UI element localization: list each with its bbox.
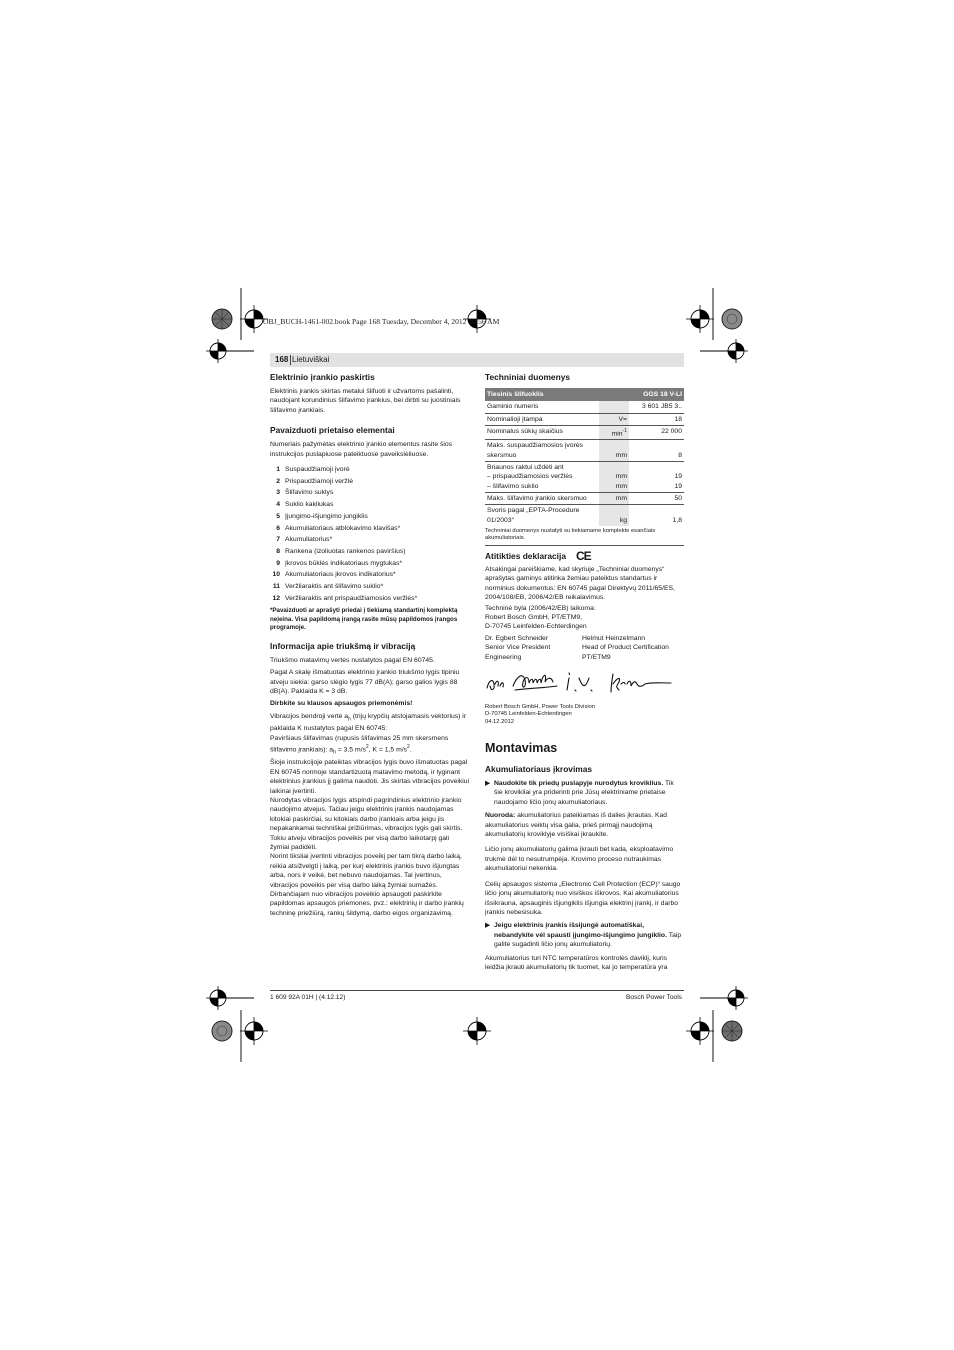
table-row: Briaunos raktui uždėti ant – prispaudžiamosios veržlės – šlifavimo suklio mm mm 19 19 [485, 462, 684, 493]
table-note: Techniniai duomenys nustatyti su tiekiamame komplekte esančiais akumuliatoriais. [485, 528, 684, 546]
footer-rule [270, 990, 684, 991]
section-title-assembly: Montavimas [485, 741, 558, 756]
page-number: 168 [275, 355, 289, 364]
components-intro: Numeriais pažymėtas elektrinio įrankio elementus rasite šios instrukcijos puslapiuose pateiktuose paveikslėliuose. [270, 441, 453, 458]
technical-data-table [485, 388, 684, 526]
list-item: 1 Suspaudžiamoji įvorė [276, 466, 350, 474]
purpose-text: Elektrinis įrankis skirtas metalui šlifuoti ir užvartoms pašalinti, naudojant korundinius šlifavimo įrankius, bei dirbti su juostiniais šlifavimo įrankiais. [270, 388, 461, 414]
instruction-bullet-auto-off: ▶ Jeigu elektrinis įrankis išsijungė automatiškai, nebandykite vėl spausti įjungimo-išjungimo jungiklio. Taip galite sugadinti ličio jonų akumuliatorių. [485, 922, 682, 949]
left-column [270, 372, 470, 921]
list-item: 11 Veržliaraktis ant šlifavimo suklio* [272, 583, 384, 591]
list-item: 3 Šlifavimo suklys [276, 489, 334, 497]
table-row: Maks. šlifavimo įrankio skersmuo mm 50 [485, 492, 684, 504]
ecp-text: Celių apsaugos sistema „Electronic Cell Protection (ECP)“ saugo ličio jonų akumuliatorių nuo visiškos iškrovos. Kai akumuliatorius išsikrauna, apsauginis išjungiklis išjungia elektrinį įrankį, ir darbo įrankis nebesisuka. [485, 880, 681, 916]
section-title-declaration: Atitikties deklaracija CE [485, 549, 591, 564]
list-item: 5 Įjungimo-išjungimo jungiklis [276, 512, 368, 520]
vibration-p2: Paviršiaus šlifavimas (rupusis šlifavimas 25 mm skersmens šlifavimo įrankiais): $a_h = 3,5$ $m/s^2$, K = 1,5 $m/s^2$. [270, 734, 449, 756]
instruction-bullet-chargers: ▶ Naudokite tik priedų puslapyje nurodytus kroviklius. Tik šie krovikliai yra priderinti prie Jūsų elektriniame prietaise naudojamo ličio jonų akumuliatoriaus. [485, 780, 674, 806]
ntc-text: Akumuliatorius turi NTC temperatūros kontrolės daviklį, kuris leidžia įkrauti akumuliatorių tik tuomet, kai jo temperatūra yra [485, 954, 668, 971]
table-row: Nominalus sūkių skaičius $\min^{-1}$ 22 000 [485, 425, 684, 440]
section-title-components: Pavaizduoti prietaiso elementai [270, 425, 395, 436]
signatory-names: Dr. Egbert Schneider Senior Vice President Engineering Helmut Heinzelmann Head of Product Certification PT/ETM9 [485, 634, 669, 662]
page-header-band [270, 353, 684, 367]
table-row: Gaminio numeris 3 601 JB5 3.. [485, 401, 684, 413]
list-item: 10 Akumuliatoriaus įkrovos indikatorius* [272, 571, 396, 579]
accessories-footnote: *Pavaizduoti ar aprašyti priedai į tiekiamą standartinį komplektą neįeina. Visa papildomą įrangą rasite mūsų papildomos įrangos programoje. [270, 607, 458, 632]
footer-brand: Bosch Power Tools [626, 994, 682, 1001]
ce-mark-icon: CE [576, 549, 591, 564]
table-row: Maks. suspaudžiamosios įvorės skersmuo mm 8 [485, 440, 684, 462]
hearing-protection-warning: Dirbkite su klausos apsaugos priemonėmis! [270, 700, 413, 708]
density-disc-top-left [212, 309, 232, 329]
list-item: 6 Akumuliatoriaus atblokavimo klavišas* [276, 524, 401, 532]
section-title-noise: Informacija apie triukšmą ir vibraciją [270, 640, 416, 651]
vibration-p3: Šioje instrukcijoje pateiktas vibracijos lygis buvo išmatuotas pagal EN 60745 normoje standartizuotą matavimo metodą, ir lyginant elektrinius įrankius jį galima naudoti. Jis skirtas vibracijos poveikiui laikinai įvertinti. [270, 759, 470, 795]
list-item: 7 Akumuliatorius* [276, 536, 333, 544]
section-title-technical-data: Techniniai duomenys [485, 372, 571, 382]
table-row: Nominalioji įtampa V= 18 [485, 413, 684, 425]
list-item: 2 Prispaudžiamoji veržlė [276, 477, 353, 485]
header-separator [290, 355, 291, 365]
li-ion-text: Ličio jonų akumuliatorių galima įkrauti bet kada, eksploatavimo trukmė dėl to nesutrumpėja. Krovimo proceso nutraukimas akumuliatoriui nekenkia. [485, 846, 674, 873]
table-row: Svoris pagal „EPTA-Procedure 01/2003“ kg 1,8 [485, 505, 684, 526]
vibration-p4: Nurodytas vibracijos lygis atspindi pagrindinius elektrinio įrankio naudojimo atvejus. Tačiau jeigu elektrinis įrankis naudojamas kitokiai paskirčiai, su kitokiais darbo įrankiais arba jeigu jis nepakankamai techniškai prižiūrimas, vibracijos lygis gali skirtis. Tokiu atveju vibracijos poveikis per visą darbo laikotarpį gali žymiai padidėti. [270, 796, 463, 851]
vibration-p5: Norint tiksliai įvertinti vibracijos poveikį per tam tikrą darbo laiką, reikia atsižvelgti į laiką, per kurį elektrinis įrankis buvo išjungtas arba, nors ir veikė, bet nebuvo naudojamas. Tai įvertinus, vibracijos poveikis per visą darbo laiką žymiai sumažės. Dirbančiajam nuo vibracijos poveikio apsaugoti paskirkite papildomas apsaugos priemones, pvz.: elektrinių ir darbo įrankių techninę priežiūrą, rankų šildymą, darbo eigos organizavimą. [270, 853, 464, 917]
components-list [270, 464, 470, 604]
noise-p1: Triukšmo matavimų vertės nustatytos pagal EN 60745. [270, 656, 435, 664]
section-title-battery-charging: Akumuliatoriaus įkrovimas [485, 764, 593, 775]
technical-file-company: Robert Bosch GmbH, PT/ETM9, [485, 614, 583, 622]
technical-file-text: Techninė byla (2006/42/EB) laikoma: [485, 604, 596, 612]
charging-note: Nuoroda: akumuliatorius pateikiamas iš dalies įkrautas. Kad akumuliatorius veiktų visa galia, prieš pirmąjį naudojimą akumuliatorių kroviklyje visiškai įkraukite. [485, 812, 668, 839]
footer-document-number: 1 609 92A 01H | (4.12.12) [270, 994, 346, 1001]
table-header-row: Tiesinis šlifuoklis GGS 18 V-LI [485, 388, 684, 401]
vibration-p1: Vibracijos bendroji vertė $a_h$ (trijų krypčių atstojamasis vektorius) ir paklaida K nustatytos pagal EN 60745: [270, 712, 467, 733]
arrow-bullet-icon: ▶ [485, 922, 491, 930]
list-item: 12 Veržliaraktis ant prispaudžiamosios veržlės* [272, 594, 418, 602]
company-address: Robert Bosch GmbH, Power Tools Division D-70745 Leinfelden-Echterdingen 04.12.2012 [485, 703, 596, 726]
right-column [485, 372, 684, 975]
page-language: Lietuviškai [292, 355, 330, 364]
list-item: 4 Suklio kakliukas [276, 501, 334, 509]
list-item: 9 Įkrovos būklės indikatoriaus mygtukas* [276, 559, 403, 567]
signatures-image [485, 666, 684, 700]
section-title-purpose: Elektrinio įrankio paskirtis [270, 372, 375, 382]
technical-file-address: D-70745 Leinfelden-Echterdingen [485, 623, 587, 631]
print-file-header: OBJ_BUCH-1461-002.book Page 168 Tuesday, December 4, 2012 10:56 AM [263, 317, 500, 326]
noise-p2: Pagal A skalę išmatuotas elektrinio įrankio triukšmo lygis tipiniu atveju siekia: garso slėgio lygis 77 dB(A); garso galios lygis 88 dB(A). Paklaida K = 3 dB. [270, 669, 460, 695]
declaration-text: Atsakingai pareiškiame, kad skyriuje „Techniniai duomenys“ aprašytas gaminys atitinka žemiau pateiktus standartus ir norminius dokumentus: EN 60745 pagal Direktyvų 2011/65/ES, 2004/108/EB, 2006/42/EB reikalavimus. [485, 566, 675, 602]
list-item: 8 Rankena (izoliuotas rankenos paviršius) [276, 547, 406, 555]
arrow-bullet-icon: ▶ [485, 780, 491, 788]
